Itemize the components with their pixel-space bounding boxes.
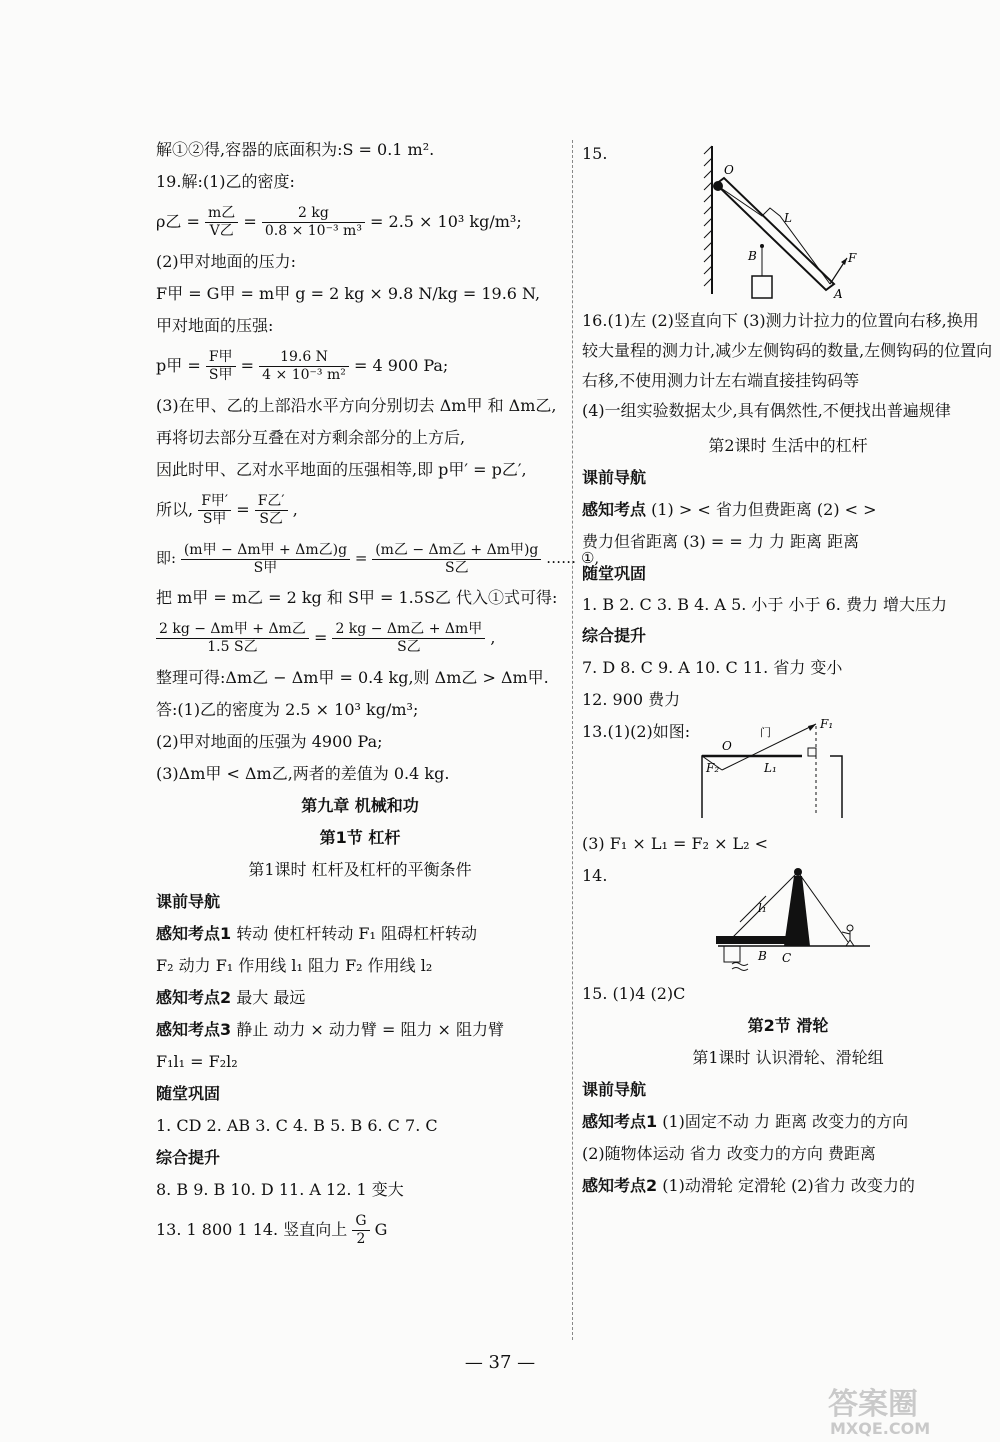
watermark-logo bbox=[820, 1380, 990, 1438]
fraction: $\frac{\text{2 kg − Δm甲 + Δm乙}}{\text{1.5 S乙}}$ bbox=[156, 621, 309, 656]
right-column bbox=[582, 134, 994, 1202]
left-column bbox=[156, 134, 600, 1254]
label-F: F bbox=[848, 251, 857, 265]
crane-diagram-14 bbox=[710, 860, 880, 976]
door-lever-diagram-13 bbox=[692, 716, 862, 826]
question-number: 15. bbox=[582, 144, 608, 163]
subsection-heading: 课前导航 bbox=[582, 468, 647, 487]
answer-line: 13. 1 800 1 14. 竖直向上 $\frac{G}{2}$ G bbox=[156, 1213, 388, 1247]
answer-line: 7. D 8. C 9. A 10. C 11. 省力 变小 bbox=[582, 658, 843, 677]
label-F1: F₁ bbox=[820, 717, 834, 731]
question-19: 19.解:(1)乙的密度: bbox=[156, 172, 295, 191]
label-B: B bbox=[758, 949, 767, 963]
text-line: (3)在甲、乙的上部沿水平方向分别切去 Δm甲 和 Δm乙, bbox=[156, 396, 557, 415]
equation-1: 即: $\frac{\text{(m甲 − Δm甲 + Δm乙)g}}{\text{S甲}}$ = $\frac{\text{(m乙 − Δm乙 + Δm甲)g}}{\text{S乙}}$ …… ①, bbox=[156, 541, 600, 576]
label-C: C bbox=[782, 951, 792, 965]
equation-substituted: $\frac{\text{2 kg − Δm甲 + Δm乙}}{\text{1.5 S乙}}$ = $\frac{\text{2 kg − Δm乙 + Δm甲}}{\text{S乙}}$ , bbox=[156, 614, 564, 662]
text-line: (2)甲对地面的压强为 4900 Pa; bbox=[156, 732, 383, 751]
answer-line: F₂ 动力 F₁ 作用线 l₁ 阻力 F₂ 作用线 l₂ bbox=[156, 956, 433, 975]
text-line: F甲 = G甲 = m甲 g = 2 kg × 9.8 N/kg = 19.6 N, bbox=[156, 284, 541, 303]
page-number: — 37 — bbox=[464, 1352, 536, 1373]
equation-density: ρ乙 = $\frac{\text{m乙}}{\text{V乙}}$ = $\frac{2 kg}{\text{0.8 × 10⁻³ m³}}$ = 2.5 × 10³ kg/m³; bbox=[156, 205, 522, 239]
label-B: B bbox=[748, 249, 757, 263]
section-title: 第2节 滑轮 bbox=[747, 1016, 829, 1035]
answer-16: 16.(1)左 (2)竖直向下 (3)测力计拉力的位置向右移,换用较大量程的测力计,减少左侧钩码的数量,左侧钩码的位置向右移,不使用测力计左右端直接挂钩码等 bbox=[582, 311, 993, 390]
answer-line: 感知考点2 最大 最远 bbox=[156, 988, 306, 1007]
answer-line: (2)随物体运动 省力 改变力的方向 费距离 bbox=[582, 1144, 876, 1163]
label-O: O bbox=[722, 739, 732, 753]
subsection-heading: 随堂巩固 bbox=[582, 564, 647, 583]
equation-so: 所以, $\frac{\text{F甲′}}{\text{S甲}}$ = $\frac{\text{F乙′}}{\text{S乙}}$ , bbox=[156, 493, 298, 527]
lesson-title: 第1课时 杠杆及杠杆的平衡条件 bbox=[248, 860, 472, 879]
answer-line: (3) F₁ × L₁ = F₂ × L₂ < bbox=[582, 834, 769, 853]
fraction: $\frac{19.6 N}{\text{4 × 10⁻³ m²}}$ bbox=[259, 349, 349, 384]
text-line: 再将切去部分互叠在对方剩余部分的上方后, bbox=[156, 428, 466, 447]
svg-text:MXQE.COM: MXQE.COM bbox=[830, 1419, 931, 1438]
equation-pressure: p甲 = $\frac{\text{F甲}}{\text{S甲}}$ = $\frac{19.6 N}{\text{4 × 10⁻³ m²}}$ = 4 900 Pa; bbox=[156, 349, 449, 383]
subsection-heading: 课前导航 bbox=[582, 1080, 647, 1099]
text-line: 因此时甲、乙对水平地面的压强相等,即 p甲′ = p乙′, bbox=[156, 460, 527, 479]
answer-line: 费力但省距离 (3) = = 力 力 距离 距离 bbox=[582, 532, 860, 551]
subsection-heading: 综合提升 bbox=[156, 1148, 221, 1167]
answer-line: F₁l₁ = F₂l₂ bbox=[156, 1052, 238, 1071]
fraction: $\frac{\text{F甲}}{\text{S甲}}$ bbox=[206, 349, 236, 384]
answer-line: 感知考点1 (1)固定不动 力 距离 改变力的方向 bbox=[582, 1112, 909, 1131]
fraction: $\frac{2 kg}{\text{0.8 × 10⁻³ m³}}$ bbox=[262, 205, 365, 240]
answer-line: 感知考点1 转动 使杠杆转动 F₁ 阻碍杠杆转动 bbox=[156, 924, 478, 943]
answer-line: 感知考点2 (1)动滑轮 定滑轮 (2)省力 改变力的 bbox=[582, 1176, 915, 1195]
lesson-title: 第2课时 生活中的杠杆 bbox=[708, 436, 868, 455]
label-l1: l₁ bbox=[758, 901, 767, 915]
eq-lhs: ρ乙 = bbox=[156, 212, 200, 231]
text-line: (3)Δm甲 < Δm乙,两者的差值为 0.4 kg. bbox=[156, 764, 450, 783]
section-title: 第1节 杠杆 bbox=[319, 828, 401, 847]
answer-line: 感知考点3 静止 动力 × 动力臂 = 阻力 × 阻力臂 bbox=[156, 1020, 505, 1039]
answer-line: 15. (1)4 (2)C bbox=[582, 984, 686, 1003]
question-13-block bbox=[582, 716, 994, 828]
answer-line: 8. B 9. B 10. D 11. A 12. 1 变大 bbox=[156, 1180, 404, 1199]
fraction: $\frac{\text{F甲′}}{\text{S甲}}$ bbox=[198, 493, 231, 528]
question-number: 14. bbox=[582, 866, 608, 885]
label-F2: F₂ bbox=[706, 761, 720, 775]
text-line: 答:(1)乙的密度为 2.5 × 10³ kg/m³; bbox=[156, 700, 419, 719]
text-line: 整理可得:Δm乙 − Δm甲 = 0.4 kg,则 Δm乙 > Δm甲. bbox=[156, 668, 549, 687]
question-14-block bbox=[582, 860, 994, 978]
lesson-title: 第1课时 认识滑轮、滑轮组 bbox=[692, 1048, 884, 1067]
lever-diagram-15 bbox=[702, 134, 872, 304]
fraction: $\frac{\text{F乙′}}{\text{S乙}}$ bbox=[255, 493, 288, 528]
label-L: L bbox=[784, 211, 792, 225]
question-number: 13.(1)(2)如图: bbox=[582, 722, 691, 741]
question-15-block bbox=[582, 134, 994, 306]
fraction: $\frac{\text{2 kg − Δm乙 + Δm甲}}{\text{S乙}}$ bbox=[332, 621, 485, 656]
answer-line: 1. CD 2. AB 3. C 4. B 5. B 6. C 7. C bbox=[156, 1116, 438, 1135]
fraction: $\frac{\text{m乙}}{\text{V乙}}$ bbox=[205, 205, 238, 240]
fraction: $\frac{\text{(m甲 − Δm甲 + Δm乙)g}}{\text{S甲}}$ bbox=[181, 542, 350, 577]
answer-16-4: (4)一组实验数据太少,具有偶然性,不便找出普遍规律 bbox=[582, 401, 951, 420]
label-O: O bbox=[724, 163, 734, 177]
eq-rhs: = 2.5 × 10³ kg/m³; bbox=[370, 212, 522, 231]
chapter-title: 第九章 机械和功 bbox=[301, 796, 419, 815]
label-door: 门 bbox=[760, 726, 771, 739]
answer-line: 感知考点 (1) > < 省力但费距离 (2) < > bbox=[582, 500, 877, 519]
svg-text:答案圈: 答案圈 bbox=[828, 1387, 918, 1422]
text-line: 解①②得,容器的底面积为:S = 0.1 m². bbox=[156, 140, 435, 159]
label-L1: L₁ bbox=[764, 761, 777, 775]
text-line: (2)甲对地面的压力: bbox=[156, 252, 297, 271]
column-divider bbox=[572, 140, 573, 1340]
answer-line: 1. B 2. C 3. B 4. A 5. 小于 小于 6. 费力 增大压力 bbox=[582, 595, 948, 614]
fraction: $\frac{\text{(m乙 − Δm乙 + Δm甲)g}}{\text{S乙}}$ bbox=[372, 542, 541, 577]
subsection-heading: 随堂巩固 bbox=[156, 1084, 221, 1103]
subsection-heading: 综合提升 bbox=[582, 626, 647, 645]
answer-line: 12. 900 费力 bbox=[582, 690, 681, 709]
subsection-heading: 课前导航 bbox=[156, 892, 221, 911]
text-line: 把 m甲 = m乙 = 2 kg 和 S甲 = 1.5S乙 代入①式可得: bbox=[156, 588, 558, 607]
fraction: $\frac{G}{2}$ bbox=[352, 1213, 369, 1248]
label-A: A bbox=[834, 287, 843, 301]
text-line: 甲对地面的压强: bbox=[156, 316, 274, 335]
